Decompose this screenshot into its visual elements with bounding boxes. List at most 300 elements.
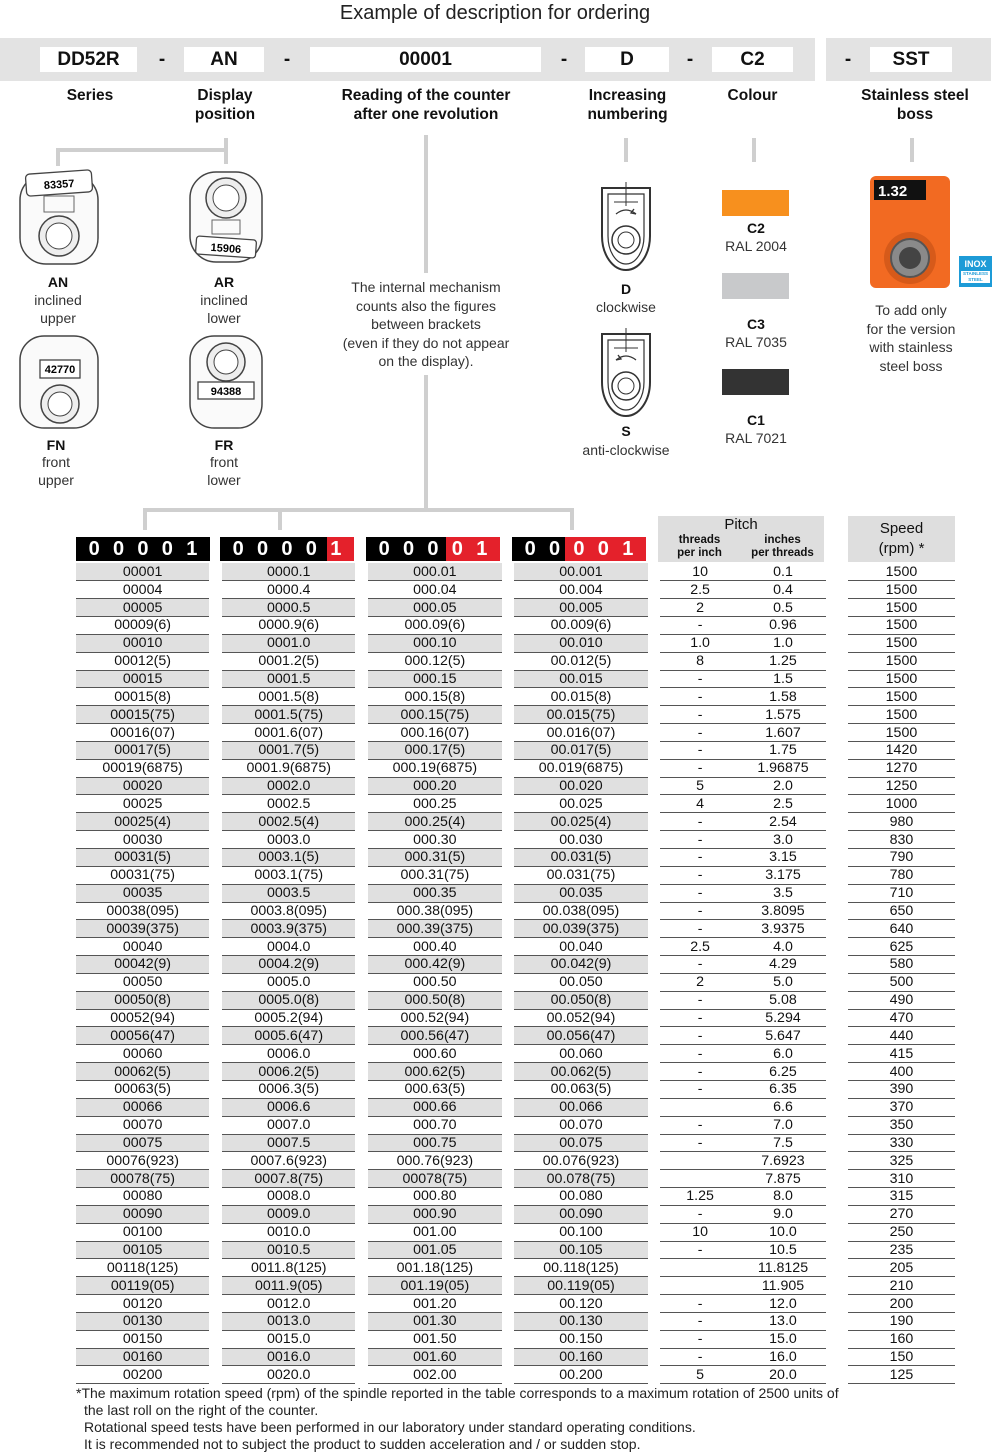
cell-reading-2: 0005.2(94) <box>222 1009 355 1027</box>
code-separator: - <box>686 49 694 70</box>
cell-reading-4: 00.010 <box>514 634 647 652</box>
cell-threads: 5 <box>660 1366 739 1384</box>
cell-speed: 200 <box>848 1295 955 1313</box>
cell-reading-1: 00160 <box>76 1348 209 1366</box>
cell-reading-2: 0015.0 <box>222 1330 355 1348</box>
cell-inches: 1.0 <box>740 634 827 652</box>
cell-threads: - <box>660 706 739 724</box>
code-separator: - <box>844 49 852 70</box>
cell-speed: 1250 <box>848 777 955 795</box>
cell-inches: 10.5 <box>740 1241 827 1259</box>
connector-line <box>752 138 756 162</box>
cell-reading-3: 000.10 <box>368 634 501 652</box>
cell-reading-4: 00.100 <box>514 1223 647 1241</box>
counter-digit: 0 <box>403 537 415 560</box>
position-fr-l1: front <box>209 454 238 470</box>
cell-reading-4: 00.001 <box>514 563 647 581</box>
cell-reading-4: 00.015(75) <box>514 706 647 724</box>
cell-reading-4: 00.015(8) <box>514 688 647 706</box>
cell-reading-4: 00.052(94) <box>514 1009 647 1027</box>
table-row <box>76 777 955 795</box>
cell-speed: 250 <box>848 1223 955 1241</box>
cell-reading-4: 00.200 <box>514 1366 647 1384</box>
cell-speed: 1420 <box>848 741 955 759</box>
table-row <box>76 1063 955 1081</box>
table-row <box>76 670 955 688</box>
cell-speed: 490 <box>848 991 955 1009</box>
page-title: Example of description for ordering <box>339 2 651 24</box>
cell-speed: 205 <box>848 1259 955 1277</box>
stainless-boss-product-image <box>868 174 952 290</box>
table-row <box>76 1098 955 1116</box>
cell-reading-2: 0003.8(095) <box>222 902 355 920</box>
label-numbering: Increasing numbering <box>587 87 668 123</box>
cell-reading-1: 00105 <box>76 1241 209 1259</box>
cell-reading-4: 00.062(5) <box>514 1063 647 1081</box>
cell-speed: 400 <box>848 1063 955 1081</box>
colour-c3-ral: RAL 7035 <box>725 334 787 350</box>
cell-reading-3: 001.18(125) <box>368 1259 501 1277</box>
table-row <box>76 866 955 884</box>
table-row <box>76 759 955 777</box>
code-series: DD52R <box>40 47 137 72</box>
cell-reading-1: 00118(125) <box>76 1259 209 1277</box>
table-row <box>76 1330 955 1348</box>
cell-reading-2: 0003.9(375) <box>222 920 355 938</box>
cell-reading-3: 001.60 <box>368 1348 501 1366</box>
table-row <box>76 741 955 759</box>
cell-reading-4: 00.005 <box>514 599 647 617</box>
cell-speed: 1500 <box>848 688 955 706</box>
connector-line <box>424 375 428 510</box>
cell-reading-3: 000.01 <box>368 563 501 581</box>
boss-display-digits: 1.32 <box>878 183 908 200</box>
cell-reading-3: 000.60 <box>368 1045 501 1063</box>
counter-ar-digits: 15906 <box>210 241 242 257</box>
cell-reading-4: 00.025 <box>514 795 647 813</box>
cell-reading-2: 0005.6(47) <box>222 1027 355 1045</box>
table-row <box>76 849 955 867</box>
cell-speed: 370 <box>848 1098 955 1116</box>
counter-an-image <box>16 168 102 268</box>
cell-reading-4: 00.020 <box>514 777 647 795</box>
cell-reading-3: 000.30 <box>368 831 501 849</box>
cell-speed: 1000 <box>848 795 955 813</box>
cell-reading-1: 00038(095) <box>76 902 209 920</box>
cell-reading-4: 00.090 <box>514 1205 647 1223</box>
cell-inches: 0.96 <box>740 617 827 635</box>
cell-reading-1: 00120 <box>76 1295 209 1313</box>
cell-threads: 8 <box>660 652 739 670</box>
cell-inches: 1.75 <box>740 741 827 759</box>
counter-digit: 0 <box>257 537 269 560</box>
numbering-d-code: D <box>620 281 632 297</box>
cell-reading-2: 0005.0(8) <box>222 991 355 1009</box>
cell-threads: 2.5 <box>660 581 739 599</box>
counter-digit: 0 <box>524 537 536 560</box>
cell-reading-1: 00076(923) <box>76 1152 209 1170</box>
cell-reading-3: 000.75 <box>368 1134 501 1152</box>
inox-badge: INOX STAINLESS STEEL <box>959 256 992 287</box>
cell-speed: 390 <box>848 1080 955 1098</box>
cell-threads: - <box>660 1009 739 1027</box>
cell-speed: 1500 <box>848 706 955 724</box>
counter-header-4 <box>512 537 646 561</box>
cell-threads <box>660 1170 739 1188</box>
counter-fr-digits: 94388 <box>210 386 242 398</box>
cell-speed: 1500 <box>848 652 955 670</box>
cell-speed: 640 <box>848 920 955 938</box>
cell-threads: - <box>660 759 739 777</box>
table-row <box>76 902 955 920</box>
cell-inches: 5.647 <box>740 1027 827 1045</box>
cell-reading-2: 0006.6 <box>222 1098 355 1116</box>
position-ar-l2: lower <box>207 310 241 326</box>
cell-reading-4: 00.105 <box>514 1241 647 1259</box>
counter-digit: 0 <box>232 537 244 560</box>
cell-threads: 2 <box>660 973 739 991</box>
cell-reading-2: 0001.0 <box>222 634 355 652</box>
connector-line <box>56 148 60 166</box>
cell-threads: 4 <box>660 795 739 813</box>
cell-reading-4: 00.050 <box>514 973 647 991</box>
cell-reading-1: 00016(07) <box>76 724 209 742</box>
cell-reading-4: 00.078(75) <box>514 1170 647 1188</box>
cell-threads: - <box>660 724 739 742</box>
cell-reading-3: 000.50 <box>368 973 501 991</box>
cell-reading-1: 00004 <box>76 581 209 599</box>
cell-reading-2: 0003.0 <box>222 831 355 849</box>
cell-threads: - <box>660 1205 739 1223</box>
cell-inches: 9.0 <box>740 1205 827 1223</box>
colour-c1-ral: RAL 7021 <box>725 430 787 446</box>
label-colour: Colour <box>727 87 778 104</box>
table-row <box>76 581 955 599</box>
cell-speed: 1500 <box>848 670 955 688</box>
table-row <box>76 634 955 652</box>
table-row <box>76 652 955 670</box>
table-row <box>76 563 955 581</box>
cell-reading-2: 0008.0 <box>222 1188 355 1206</box>
cell-reading-3: 000.38(095) <box>368 902 501 920</box>
cell-threads: - <box>660 1063 739 1081</box>
table-row <box>76 617 955 635</box>
code-display: AN <box>184 47 264 72</box>
cell-threads: - <box>660 956 739 974</box>
cell-speed: 235 <box>848 1241 955 1259</box>
numbering-d-desc: clockwise <box>596 299 656 315</box>
cell-reading-3: 000.15 <box>368 670 501 688</box>
cell-reading-3: 000.25 <box>368 795 501 813</box>
cell-reading-1: 00039(375) <box>76 920 209 938</box>
counter-an-digits: 83357 <box>43 177 75 193</box>
cell-reading-3: 001.05 <box>368 1241 501 1259</box>
cell-reading-2: 0004.2(9) <box>222 956 355 974</box>
cell-threads: 1.25 <box>660 1188 739 1206</box>
cell-speed: 190 <box>848 1312 955 1330</box>
cell-inches: 3.5 <box>740 884 827 902</box>
cell-reading-4: 00.016(07) <box>514 724 647 742</box>
cell-speed: 1500 <box>848 724 955 742</box>
cell-reading-2: 0000.5 <box>222 599 355 617</box>
table-row <box>76 1366 955 1384</box>
cell-reading-2: 0003.1(5) <box>222 849 355 867</box>
cell-reading-1: 00063(5) <box>76 1080 209 1098</box>
counter-header-2 <box>220 537 354 561</box>
cell-reading-4: 00.160 <box>514 1348 647 1366</box>
table-row <box>76 1009 955 1027</box>
cell-reading-3: 000.40 <box>368 938 501 956</box>
cell-threads <box>660 1259 739 1277</box>
cell-reading-2: 0004.0 <box>222 938 355 956</box>
counter-digit: 0 <box>137 537 149 560</box>
cell-reading-1: 00066 <box>76 1098 209 1116</box>
cell-inches: 7.6923 <box>740 1152 827 1170</box>
cell-threads: - <box>660 1330 739 1348</box>
cell-threads <box>660 1277 739 1295</box>
reading-table <box>76 563 955 1384</box>
counter-digit: 0 <box>597 537 609 560</box>
cell-reading-1: 00056(47) <box>76 1027 209 1045</box>
cell-reading-4: 00.035 <box>514 884 647 902</box>
cell-inches: 6.0 <box>740 1045 827 1063</box>
cell-speed: 580 <box>848 956 955 974</box>
cell-reading-4: 00.012(5) <box>514 652 647 670</box>
cell-reading-4: 00.070 <box>514 1116 647 1134</box>
cell-reading-1: 00090 <box>76 1205 209 1223</box>
counter-digit: 0 <box>549 537 561 560</box>
cell-threads: 1.0 <box>660 634 739 652</box>
cell-threads: - <box>660 1134 739 1152</box>
counter-digit: 1 <box>476 537 488 560</box>
cell-threads: 5 <box>660 777 739 795</box>
cell-reading-1: 00015(8) <box>76 688 209 706</box>
cell-reading-3: 000.42(9) <box>368 956 501 974</box>
counter-header-3 <box>366 537 500 561</box>
cell-inches: 2.54 <box>740 813 827 831</box>
code-numbering: D <box>585 47 669 72</box>
cell-reading-2: 0000.9(6) <box>222 617 355 635</box>
cell-reading-2: 0007.0 <box>222 1116 355 1134</box>
cell-threads: - <box>660 866 739 884</box>
cell-speed: 710 <box>848 884 955 902</box>
cell-threads: - <box>660 1241 739 1259</box>
cell-inches: 1.607 <box>740 724 827 742</box>
cell-reading-1: 00050 <box>76 973 209 991</box>
cell-reading-4: 00.038(095) <box>514 902 647 920</box>
cell-speed: 150 <box>848 1348 955 1366</box>
cell-reading-3: 000.17(5) <box>368 741 501 759</box>
cell-speed: 270 <box>848 1205 955 1223</box>
cell-reading-4: 00.031(75) <box>514 866 647 884</box>
cell-threads: - <box>660 849 739 867</box>
table-row <box>76 956 955 974</box>
cell-threads <box>660 1098 739 1116</box>
table-row <box>76 688 955 706</box>
cell-reading-1: 00005 <box>76 599 209 617</box>
cell-reading-2: 0001.2(5) <box>222 652 355 670</box>
cell-reading-3: 000.20 <box>368 777 501 795</box>
cell-reading-3: 000.39(375) <box>368 920 501 938</box>
counter-digit: 0 <box>281 537 293 560</box>
cell-reading-2: 0007.8(75) <box>222 1170 355 1188</box>
cell-reading-3: 001.20 <box>368 1295 501 1313</box>
cell-inches: 11.905 <box>740 1277 827 1295</box>
table-row <box>76 813 955 831</box>
cell-reading-1: 00040 <box>76 938 209 956</box>
cell-inches: 15.0 <box>740 1330 827 1348</box>
cell-speed: 210 <box>848 1277 955 1295</box>
table-row <box>76 1259 955 1277</box>
cell-reading-1: 00020 <box>76 777 209 795</box>
label-reading: Reading of the counter after one revolution <box>341 87 511 123</box>
cell-inches: 6.6 <box>740 1098 827 1116</box>
cell-reading-3: 001.00 <box>368 1223 501 1241</box>
cell-speed: 1500 <box>848 634 955 652</box>
cell-reading-2: 0006.3(5) <box>222 1080 355 1098</box>
cell-reading-1: 00078(75) <box>76 1170 209 1188</box>
table-row <box>76 599 955 617</box>
cell-threads: - <box>660 617 739 635</box>
cell-reading-2: 0011.8(125) <box>222 1259 355 1277</box>
cell-inches: 1.58 <box>740 688 827 706</box>
colour-c2-ral: RAL 2004 <box>725 238 787 254</box>
cell-reading-2: 0003.5 <box>222 884 355 902</box>
cell-reading-1: 00070 <box>76 1116 209 1134</box>
cell-reading-2: 0002.5 <box>222 795 355 813</box>
counter-digit: 0 <box>451 537 463 560</box>
code-reading: 00001 <box>310 47 541 72</box>
colour-swatch-c2 <box>722 190 789 216</box>
cell-speed: 1270 <box>848 759 955 777</box>
footnote: *The maximum rotation speed (rpm) of the spindle reported in the table corresponds to a maximum rotation of 2500 units of the last roll on the right of the counter. Rotational speed tests have been performed in our laboratory under standard operating conditions. It is recommended not to subject the product to sudden acceleration and / or sudden stop. <box>76 1385 839 1452</box>
cell-reading-2: 0020.0 <box>222 1366 355 1384</box>
cell-reading-3: 000.76(923) <box>368 1152 501 1170</box>
position-fr-l2: lower <box>207 472 241 488</box>
connector-line <box>570 508 574 530</box>
cell-reading-2: 0011.9(05) <box>222 1277 355 1295</box>
cell-threads: - <box>660 741 739 759</box>
cell-threads <box>660 1152 739 1170</box>
cell-reading-2: 0007.5 <box>222 1134 355 1152</box>
cell-inches: 8.0 <box>740 1188 827 1206</box>
cell-reading-1: 00030 <box>76 831 209 849</box>
code-separator: - <box>158 49 166 70</box>
cell-speed: 500 <box>848 973 955 991</box>
cell-inches: 4.29 <box>740 956 827 974</box>
cell-threads: - <box>660 991 739 1009</box>
cell-reading-2: 0010.0 <box>222 1223 355 1241</box>
counter-fn-digits: 42770 <box>44 364 76 376</box>
counter-digit: 0 <box>378 537 390 560</box>
counter-digit: 1 <box>330 537 342 560</box>
cell-reading-1: 00001 <box>76 563 209 581</box>
cell-reading-4: 00.050(8) <box>514 991 647 1009</box>
table-row <box>76 1134 955 1152</box>
cell-reading-1: 00042(9) <box>76 956 209 974</box>
cell-inches: 0.1 <box>740 563 827 581</box>
cell-reading-1: 00080 <box>76 1188 209 1206</box>
cell-reading-1: 00035 <box>76 884 209 902</box>
cell-reading-4: 00.080 <box>514 1188 647 1206</box>
code-boss: SST <box>870 47 952 72</box>
cell-reading-3: 000.52(94) <box>368 1009 501 1027</box>
cell-speed: 1500 <box>848 563 955 581</box>
cell-speed: 125 <box>848 1366 955 1384</box>
cell-reading-2: 0001.9(6875) <box>222 759 355 777</box>
cell-reading-3: 000.63(5) <box>368 1080 501 1098</box>
cell-threads: - <box>660 831 739 849</box>
cell-inches: 3.15 <box>740 849 827 867</box>
cell-threads: 10 <box>660 1223 739 1241</box>
counter-digit: 0 <box>573 537 585 560</box>
cell-speed: 415 <box>848 1045 955 1063</box>
cell-reading-1: 00060 <box>76 1045 209 1063</box>
table-row <box>76 1205 955 1223</box>
cell-reading-4: 00.118(125) <box>514 1259 647 1277</box>
cell-reading-2: 0007.6(923) <box>222 1152 355 1170</box>
table-row <box>76 1188 955 1206</box>
table-row <box>76 1080 955 1098</box>
cell-inches: 6.35 <box>740 1080 827 1098</box>
numbering-s-code: S <box>621 423 631 439</box>
counter-digit: 0 <box>113 537 125 560</box>
table-row <box>76 938 955 956</box>
connector-line <box>143 508 574 512</box>
colour-c3-code: C3 <box>747 316 765 332</box>
cell-reading-1: 00052(94) <box>76 1009 209 1027</box>
table-row <box>76 1277 955 1295</box>
cell-reading-3: 001.19(05) <box>368 1277 501 1295</box>
cell-reading-4: 00.063(5) <box>514 1080 647 1098</box>
cell-reading-4: 00.066 <box>514 1098 647 1116</box>
cell-reading-4: 00.004 <box>514 581 647 599</box>
cell-inches: 7.875 <box>740 1170 827 1188</box>
cell-reading-2: 0001.5(8) <box>222 688 355 706</box>
cell-reading-2: 0005.0 <box>222 973 355 991</box>
cell-threads: - <box>660 1295 739 1313</box>
cell-reading-2: 0006.2(5) <box>222 1063 355 1081</box>
position-fn-code: FN <box>46 437 66 453</box>
table-row <box>76 831 955 849</box>
cell-speed: 1500 <box>848 599 955 617</box>
table-row <box>76 884 955 902</box>
cell-reading-1: 00010 <box>76 634 209 652</box>
cell-reading-2: 0003.1(75) <box>222 866 355 884</box>
pitch-header: Pitch threads per inch inches per threads <box>658 516 824 562</box>
cell-inches: 5.294 <box>740 1009 827 1027</box>
cell-inches: 3.9375 <box>740 920 827 938</box>
position-ar-l1: inclined <box>200 292 248 308</box>
cell-speed: 330 <box>848 1134 955 1152</box>
cell-threads: 2 <box>660 599 739 617</box>
cell-reading-4: 00.130 <box>514 1312 647 1330</box>
cell-threads: - <box>660 920 739 938</box>
connector-line <box>224 138 228 164</box>
numbering-s-desc: anti-clockwise <box>582 442 670 458</box>
cell-reading-1: 00075 <box>76 1134 209 1152</box>
cell-reading-1: 00062(5) <box>76 1063 209 1081</box>
cell-reading-1: 00150 <box>76 1330 209 1348</box>
cell-reading-3: 000.70 <box>368 1116 501 1134</box>
cell-reading-1: 00015 <box>76 670 209 688</box>
colour-swatch-c1 <box>722 369 789 395</box>
connector-line <box>910 138 914 162</box>
cell-reading-2: 0012.0 <box>222 1295 355 1313</box>
cell-speed: 1500 <box>848 581 955 599</box>
code-separator: - <box>560 49 568 70</box>
cell-reading-1: 00031(5) <box>76 849 209 867</box>
